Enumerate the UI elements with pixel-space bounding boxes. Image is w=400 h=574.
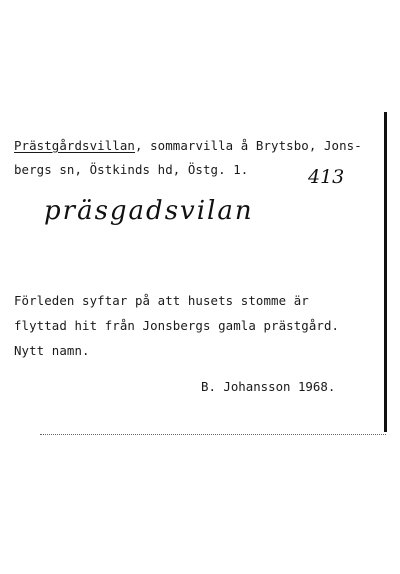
signature: B. Johansson 1968. <box>201 379 336 394</box>
card-bottom-edge <box>40 434 386 435</box>
headword: Prästgårdsvillan <box>14 138 135 153</box>
handwritten-number: 413 <box>308 166 345 188</box>
heading-line <box>14 138 362 153</box>
body-line-3: Nytt namn. <box>14 343 90 358</box>
body-line-1: Förleden syftar på att husets stomme är <box>14 293 309 308</box>
location-line-2: bergs sn, Östkinds hd, Östg. 1. <box>14 162 249 177</box>
body-line-2: flyttad hit från Jonsbergs gamla prästgård. <box>14 318 340 333</box>
handwritten-word: präsgadsvilan <box>44 196 254 226</box>
card-right-edge <box>384 112 387 432</box>
location-text: , sommarvilla å Brytsbo, Jons- <box>134 138 362 153</box>
